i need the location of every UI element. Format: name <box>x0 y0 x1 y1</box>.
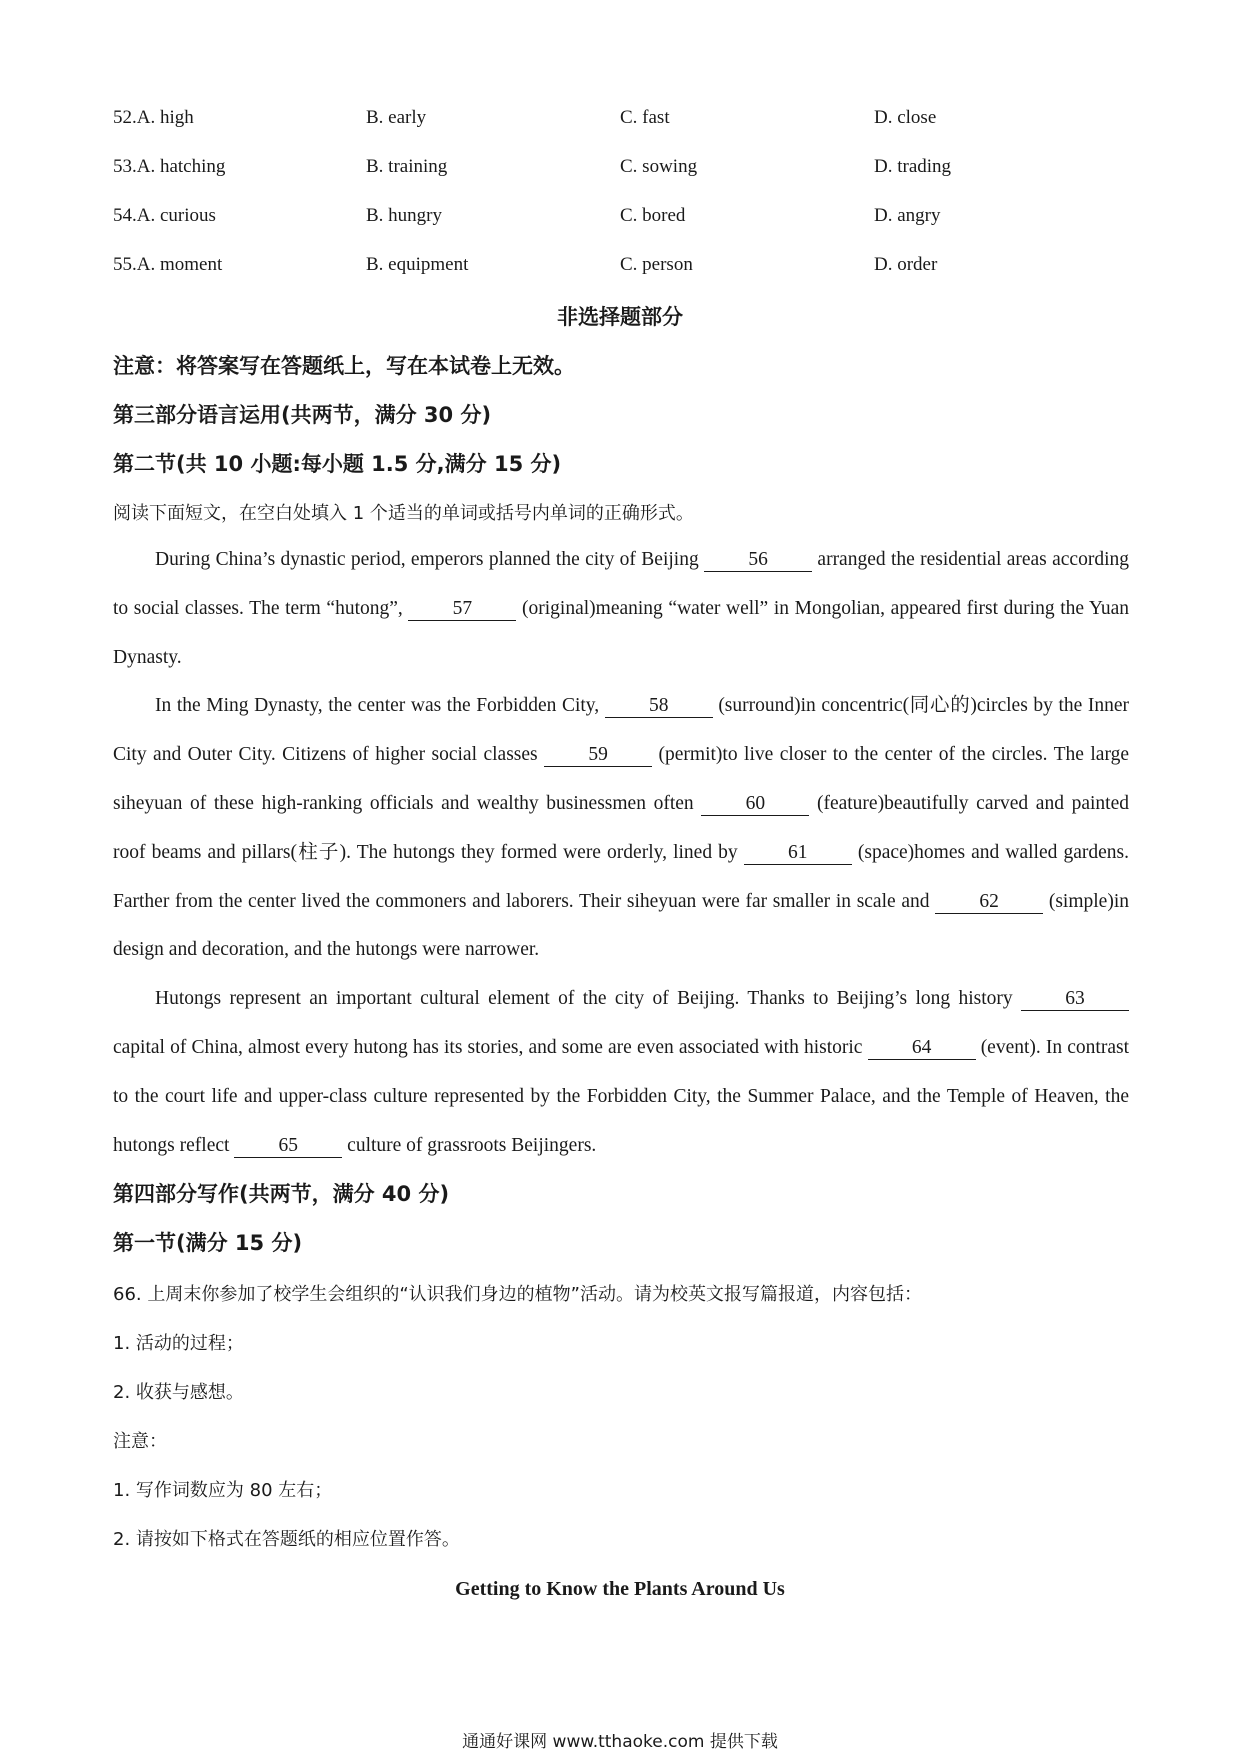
option-c: C. fast <box>620 107 670 128</box>
option-b: B. equipment <box>366 254 469 275</box>
blank-57[interactable]: 57 <box>408 598 516 621</box>
q66-item-2: 2. 收获与感想。 <box>113 1382 244 1403</box>
blank-59[interactable]: 59 <box>544 744 652 767</box>
paragraph-2: In the Ming Dynasty, the center was the Forbidden City, 58 (surround)in concentric(同心的)circles by the Inner City and Outer City. Citizens of higher social classes 59 (permit)to live closer to the center of the circles. The large siheyuan of these high-ranking officials and wealthy businessmen often 60 (feature)beautifully carved and painted roof beams and pillars(柱子). The hutongs they formed were orderly, lined by 61 (space)homes and walled gardens. Farther from the center lived the commoners and laborers. Their siheyuan were far smaller in scale and 62 (simple)in design and decoration, and the hutongs were narrower. <box>113 695 1130 961</box>
reading-passage <box>113 536 1129 1170</box>
option-row-53 <box>113 156 1133 186</box>
paragraph-1: During China’s dynastic period, emperors planned the city of Beijing 56 arranged the residential areas according to social classes. The term “hutong”, 57 (original)meaning “water well” in Mongolian, appeared first during the Yuan Dynasty. <box>113 549 1130 668</box>
option-c: C. person <box>620 254 693 275</box>
option-b: B. training <box>366 156 448 177</box>
section1-heading: 第一节(满分 15 分) <box>113 1231 303 1255</box>
blank-65[interactable]: 65 <box>234 1135 342 1158</box>
option-a: 55.A. moment <box>113 254 223 275</box>
option-b: B. early <box>366 107 427 128</box>
blank-61[interactable]: 61 <box>744 842 852 865</box>
option-a: 52.A. high <box>113 107 194 128</box>
notice-text: 注意：将答案写在答题纸上，写在本试卷上无效。 <box>113 354 575 378</box>
blank-60[interactable]: 60 <box>701 793 809 816</box>
option-c: C. bored <box>620 205 686 226</box>
blank-64[interactable]: 64 <box>868 1037 976 1060</box>
page-footer: 通通好课网 www.tthaoke.com 提供下载 <box>462 1732 778 1752</box>
question-66: 66. 上周末你参加了校学生会组织的“认识我们身边的植物”活动。请为校英文报写篇报道，内容包括： <box>113 1284 922 1305</box>
option-d: D. angry <box>874 205 941 226</box>
essay-title: Getting to Know the Plants Around Us <box>455 1578 785 1600</box>
note-item-2: 2. 请按如下格式在答题纸的相应位置作答。 <box>113 1529 460 1550</box>
option-a: 54.A. curious <box>113 205 216 226</box>
section2-heading: 第二节(共 10 小题:每小题 1.5 分,满分 15 分) <box>113 452 562 476</box>
option-row-54 <box>113 205 1133 235</box>
option-c: C. sowing <box>620 156 698 177</box>
blank-63[interactable]: 63 <box>1021 988 1129 1011</box>
note-item-1: 1. 写作词数应为 80 左右； <box>113 1480 333 1501</box>
option-row-55 <box>113 254 1133 284</box>
option-a: 53.A. hatching <box>113 156 226 177</box>
part3-heading: 第三部分语言运用(共两节，满分 30 分) <box>113 403 492 427</box>
option-d: D. order <box>874 254 938 275</box>
note-label: 注意： <box>113 1431 167 1452</box>
option-d: D. close <box>874 107 937 128</box>
paragraph-3: Hutongs represent an important cultural element of the city of Beijing. Thanks to Beijing’s long history 63 capital of China, almost every hutong has its stories, and some are even associated with historic 64 (event). In contrast to the court life and upper-class culture represented by the Forbidden City, the Summer Palace, and the Temple of Heaven, the hutongs reflect 65 culture of grassroots Beijingers. <box>113 988 1129 1156</box>
blank-58[interactable]: 58 <box>605 695 713 718</box>
nonchoice-heading: 非选择题部分 <box>557 305 683 329</box>
blank-56[interactable]: 56 <box>704 549 812 572</box>
q66-item-1: 1. 活动的过程； <box>113 1333 244 1354</box>
option-row-52 <box>113 107 1133 137</box>
blank-62[interactable]: 62 <box>935 891 1043 914</box>
option-d: D. trading <box>874 156 952 177</box>
option-b: B. hungry <box>366 205 442 226</box>
instruction-text: 阅读下面短文，在空白处填入 1 个适当的单词或括号内单词的正确形式。 <box>113 503 694 524</box>
part4-heading: 第四部分写作(共两节，满分 40 分) <box>113 1182 450 1206</box>
